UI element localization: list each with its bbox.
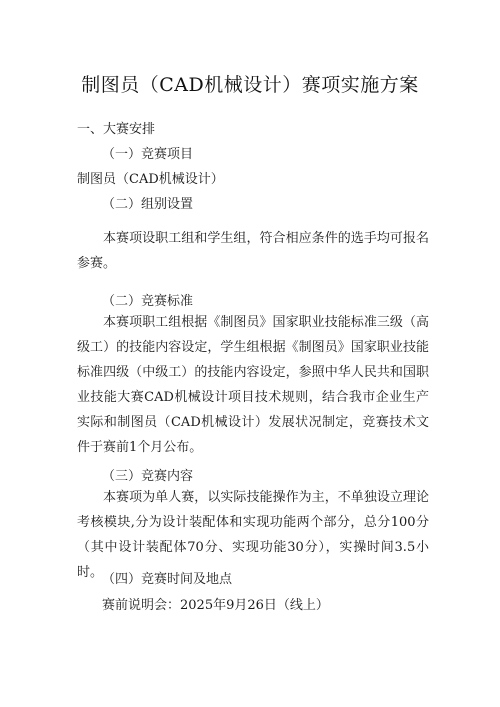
subsection-heading-competition-content: （三）竞赛内容: [102, 469, 194, 484]
section-heading-arrangement: 一、大赛安排: [77, 122, 156, 137]
group-setup-paragraph: 本赛项设职工组和学生组，符合相应条件的选手均可报名参赛。: [77, 231, 429, 271]
subsection-heading-group-setup: （二）组别设置: [102, 197, 194, 212]
subsection-heading-time-location: （四）竞赛时间及地点: [102, 572, 233, 587]
subsection-heading-competition-standard: （二）竞赛标准: [102, 294, 194, 309]
document-title: 制图员（CAD机械设计）赛项实施方案: [81, 74, 419, 96]
competition-standard-paragraph: 本赛项职工组根据《制图员》国家职业技能标准三级（高级工）的技能内容设定，学生组根据《制图员》国家职业技能标准四级（中级工）的技能内容设定，参照中华人民共和国职业技能大赛CAD机械设计项目技术规则，结合我市企业生产实际和制图员（CAD机械设计）发展状况制定，竞赛技术文件于赛前1个月公布。: [77, 315, 429, 455]
subsection-heading-competition-item: （一）竞赛项目: [102, 147, 194, 162]
briefing-meeting-text: 赛前说明会：2025年9月26日（线上）: [102, 598, 329, 613]
competition-content-paragraph: 本赛项为单人赛，以实际技能操作为主，不单独设立理论考核模块,分为设计装配体和实现功能两个部分，总分100分（其中设计装配体70分、实现功能30分），实操时间3.5小时。: [77, 490, 429, 580]
competition-item-text: 制图员（CAD机械设计）: [77, 172, 224, 187]
